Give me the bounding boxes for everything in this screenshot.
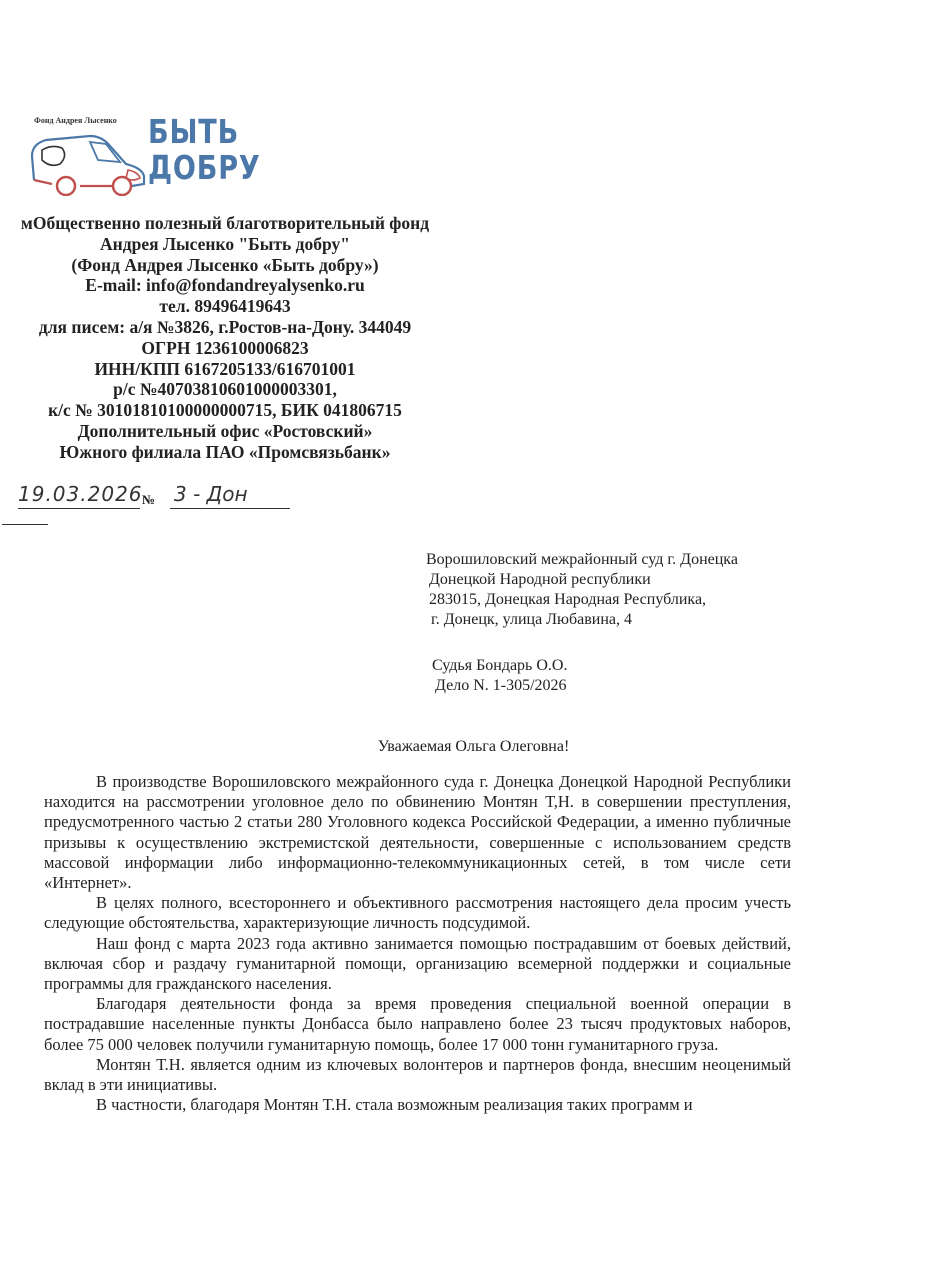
letter-body [44,772,791,1115]
org-short-name: (Фонд Андрея Лысенко «Быть добру») [71,254,379,275]
case-reference [432,656,567,696]
body-paragraph: В целях полного, всестороннего и объективного рассмотрения настоящего дела просим учесть следующие обстоятельства, характеризующие личность подсудимой. [44,893,791,933]
org-phone: тел. 89496419643 [159,296,291,317]
handwritten-number: 3 - Дон [174,482,248,506]
logo-brand [148,114,261,186]
body-paragraph: Монтян Т.Н. является одним из ключевых волонтеров и партнеров фонда, внесшим неоценимый вклад в эти инициативы. [44,1054,791,1095]
case-number: Дело N. 1-305/2026 [435,677,567,694]
org-account: р/с №40703810601000003301, [113,379,337,400]
body-paragraph: В частности, благодаря Монтян Т.Н. стала возможным реализация таких программ и [96,1095,693,1115]
letterhead-details [0,213,450,463]
handwritten-date: 19.03.2026 [18,482,143,506]
logo-brand-line-2: ДОБРУ [148,148,261,187]
org-inn-kpp: ИНН/КПП 6167205133/616701001 [94,358,356,379]
salutation: Уважаемая Ольга Олеговна! [377,738,570,755]
judge-name: Судья Бондарь О.О. [432,657,568,674]
org-corr-account: к/с № 30101810100000000715, БИК 041806715 [48,400,402,421]
recipient-postcode: 283015, Донецкая Народная Республика, [429,591,707,608]
org-ogrn: ОГРН 1236100006823 [141,337,309,358]
van-icon [28,130,148,196]
recipient-address [426,550,738,630]
body-paragraph: Благодаря деятельности фонда за время проведения специальной военной операции в пострадавшие населенные пункты Донбасса было направлено более 23 тысяч продуктовых наборов, более 75 000 человек получили гуманитарную помощь, более 17 000 тонн гуманитарного груза. [44,994,791,1054]
org-bank-office: Дополнительный офис «Ростовский» [77,420,373,441]
body-paragraph: В производстве Ворошиловского межрайонного суда г. Донецка Донецкой Народной Республики находится на рассмотрении уголовное дело по обвинению Монтян Т,Н. в совершении преступления, предусмотренного частью 2 статьи 280 Уголовного кодекса Российской Федерации, а именно публичные призывы к осуществлению экстремистской деятельности, совершенные с использованием средств массовой информации либо информационно-телекоммуникационных сетей, в том числе сети «Интернет». [44,772,791,893]
number-underline [170,508,290,509]
logo-brand-line-1: БЫТЬ [148,112,240,151]
number-sign: № [142,492,156,507]
divider-line [2,524,48,525]
registration-line [14,482,314,512]
org-bank-name: Южного филиала ПАО «Промсвязьбанк» [59,441,391,462]
recipient-region: Донецкой Народной республики [429,571,651,588]
recipient-street: г. Донецк, улица Любавина, 4 [431,611,633,628]
org-name-line: Андрея Лысенко "Быть добру" [100,233,350,254]
org-postal-address: для писем: а/я №3826, г.Ростов-на-Дону. 344049 [38,316,412,337]
logo-caption: Фонд Андрея Лысенко [34,116,117,125]
foundation-logo [26,112,261,198]
date-underline [18,508,140,509]
recipient-court: Ворошиловский межрайонный суд г. Донецка [426,551,738,568]
org-name-line: мОбщественно полезный благотворительный фонд [20,213,430,233]
org-email: E-mail: info@fondandreyalysenko.ru [85,275,365,296]
body-paragraph: Наш фонд с марта 2023 года активно занимается помощью пострадавшим от боевых действий, включая сбор и раздачу гуманитарной помощи, организацию всемерной поддержки и социальные программы для гражданского населения. [44,933,791,994]
